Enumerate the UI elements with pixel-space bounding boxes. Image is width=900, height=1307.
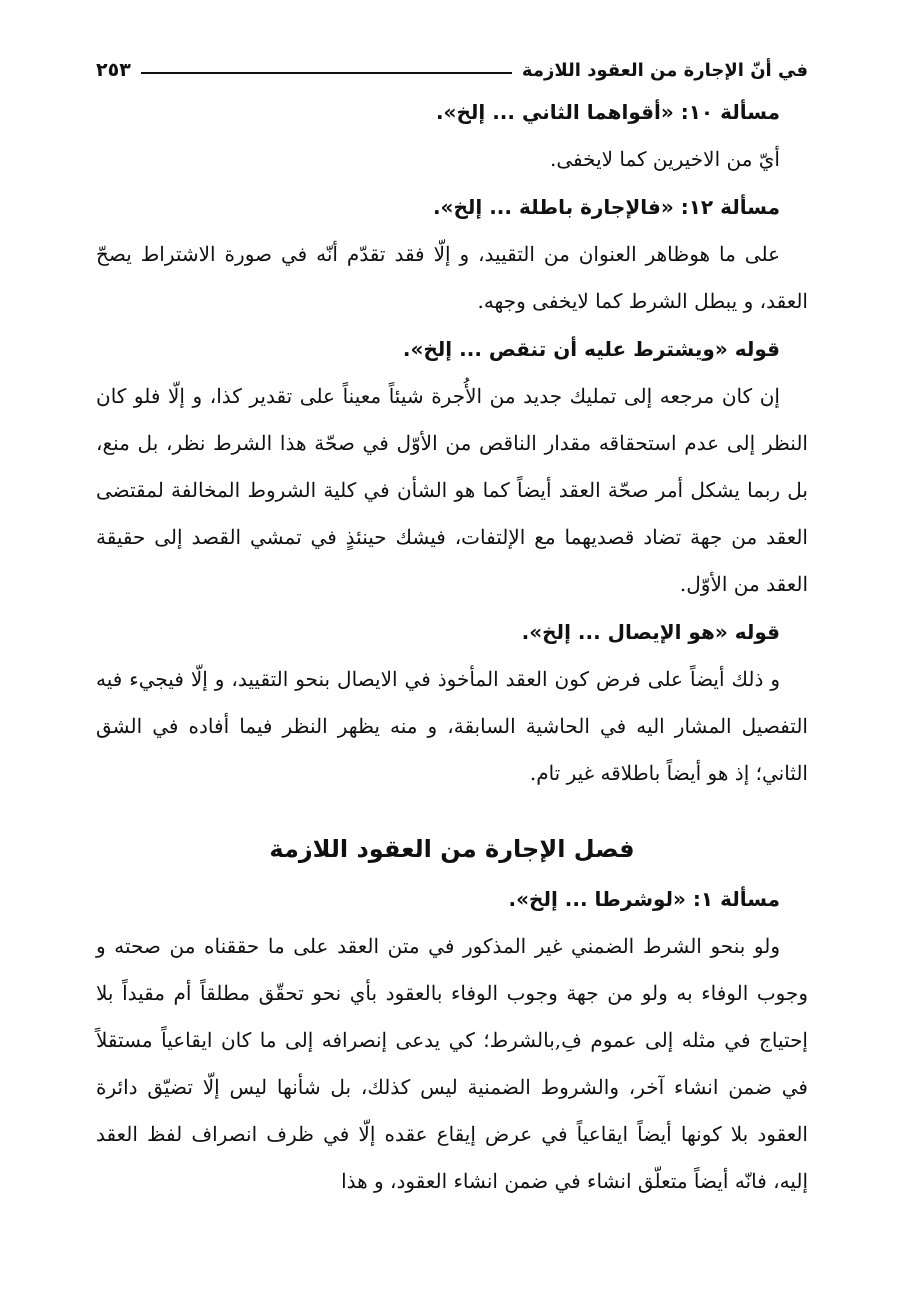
issue-heading-1: مسألة ١: «لوشرطا ... إلخ». bbox=[508, 887, 780, 911]
issue-heading-10: مسألة ١٠: «أقواهما الثاني ... إلخ». bbox=[435, 100, 780, 124]
paragraph-3: إن كان مرجعه إلى تمليك جديد من الأُجرة شيئاً معيناً على تقدير كذا، و إلّا فلو كان النظر إلى عدم استحقاقه مقدار الناقص من الأوّل في صحّة هذا الشرط نظر، بل منع، بل ربما يشكل أمر صحّة العقد أيضاً كما هو الشأن في كلية الشروط المخالفة لمقتضى العقد من جهة تضاد قصديهما مع الإلتفات، فيشك حينئذٍ في تمشي القصد إلى حقيقة العقد من الأوّل. bbox=[96, 384, 808, 596]
paragraph-4: و ذلك أيضاً على فرض كون العقد المأخوذ في الايصال بنحو التقييد، و إلّا فيجيء فيه التفصيل المشار اليه في الحاشية السابقة، و منه يظهر النظر فيما أفاده في الشق الثاني؛ إذ هو أيضاً باطلاقه غير تام. bbox=[96, 667, 808, 785]
document-page bbox=[96, 52, 808, 1205]
issue-heading-12: مسألة ١٢: «فالإجارة باطلة ... إلخ». bbox=[432, 195, 780, 219]
quote-heading-2: قوله «هو الإيصال ... إلخ». bbox=[521, 620, 780, 644]
running-title: في أنّ الإجارة من العقود اللازمة bbox=[521, 59, 808, 81]
page-number: ٢٥٣ bbox=[96, 59, 131, 81]
paragraph-2: على ما هوظاهر العنوان من التقييد، و إلّا فقد تقدّم أنّه في صورة الاشتراط يصحّ العقد، و يبطل الشرط كما لايخفى وجهه. bbox=[96, 242, 808, 313]
paragraph-5: ولو بنحو الشرط الضمني غير المذكور في متن العقد على ما حققناه من صحته و وجوب الوفاء به ولو من جهة وجوب الوفاء بالعقود بأي نحو تحقّق مطلقاً أم مقيداً بلا إحتياج في مثله إلى عموم فِ,بالشرط؛ كي يدعى إنصرافه إلى ما كان ايقاعياً مستقلاً في ضمن انشاء آخر، والشروط الضمنية ليس كذلك، بل شأنها ليس إلّا تضيّق دائرة العقود بلا كونها أيضاً ايقاعياً في عرض إيقاع عقده إلّا في ظرف انصراف لفظ العقد إليه، فانّه أيضاً متعلّق انشاء في ضمن انشاء العقود، و هذا bbox=[96, 934, 808, 1193]
paragraph-1: أيّ من الاخيرين كما لايخفى. bbox=[550, 147, 780, 171]
section-heading: فصل الإجارة من العقود اللازمة bbox=[269, 835, 635, 863]
page-header bbox=[96, 52, 808, 88]
quote-heading-1: قوله «ويشترط عليه أن تنقص ... إلخ». bbox=[402, 337, 780, 361]
header-rule bbox=[141, 72, 512, 74]
